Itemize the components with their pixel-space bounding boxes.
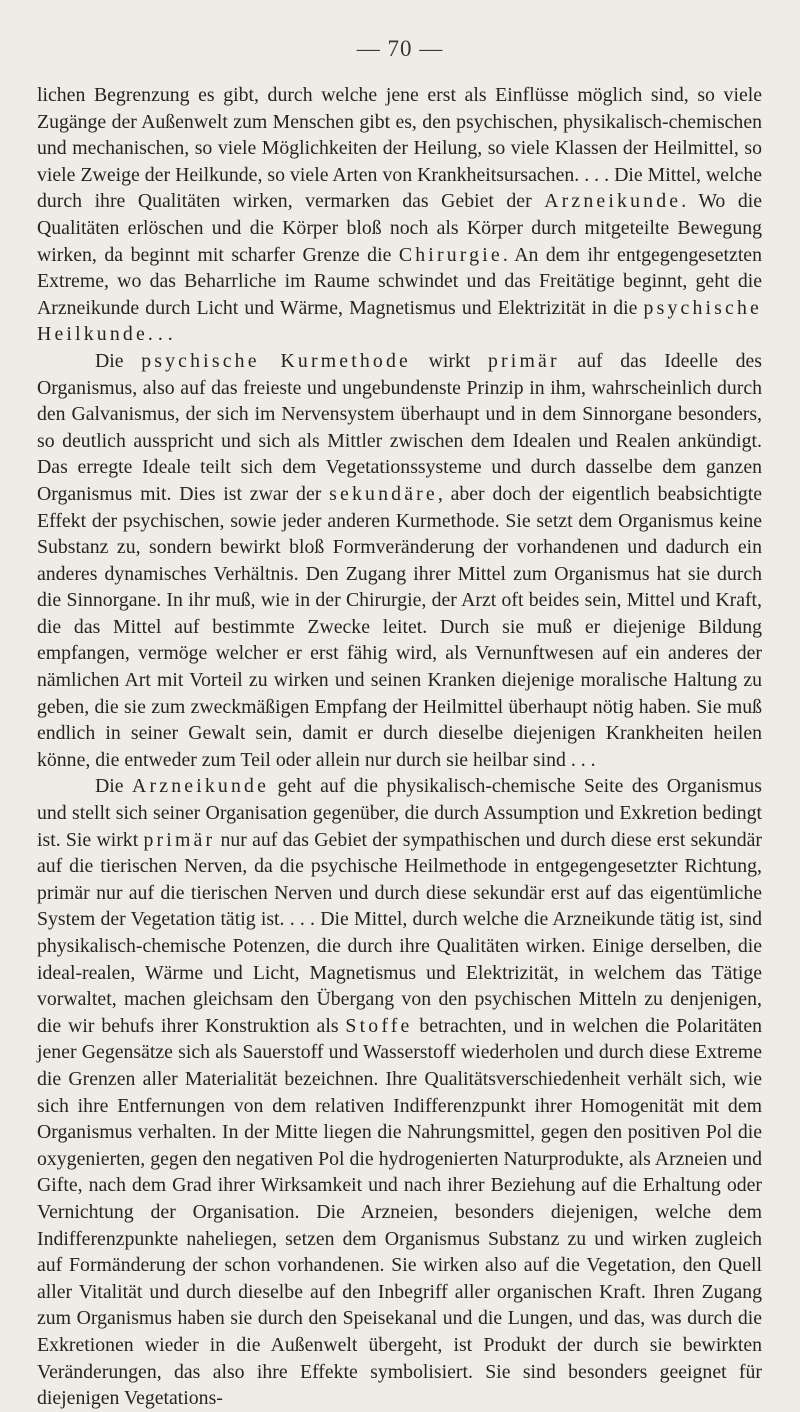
page-number: — 70 —: [356, 36, 444, 61]
text-run: , aber doch der eigentlich beabsichtigte Effekt der psychischen, sowie jeder anderen Kurmethode. Sie setzt dem Organismus keine Substanz zu, sondern bewirkt bloß Formveränderung der vorhandenen und dadurch ein anderes dynamisches Verhältnis. Den Zugang ihrer Mittel zum Organismus hat sie durch die Sinnorgane. In ihr muß, wie in der Chirurgie, der Arzt oft beides sein, Mittel und Kraft, die das Mittel auf bestimmte Zwecke leitet. Durch sie muß er diejenige Bildung empfangen, vermöge welcher er erst fähig wird, als Vernunftwesen auf ein anderes der nämlichen Art mit Vorteil zu wirken und seinen Kranken diejenige moralische Haltung zu geben, die sie zum zweckmäßigen Empfang der Heilmittel überhaupt nötig haben. Sie muß endlich in seiner Gewalt sein, damit er durch dieselbe diejenigen Krankheiten heilen könne, die entweder zum Teil oder allein nur durch sie heilbar sind . . .: [37, 482, 762, 771]
text-run: Die: [95, 349, 142, 372]
spaced-term: psychische Kurmethode: [141, 349, 411, 372]
spaced-term: primär: [143, 828, 216, 851]
paragraph: [37, 773, 762, 1411]
paragraph: [37, 82, 762, 348]
text-run: . An dem ihr entgegengesetzten Extreme, wo das Beharrliche im Raume schwindet und das Freitätige beginnt, geht die Arzneikunde durch Licht und Wärme, Magnetismus und Elektrizität in die: [37, 243, 762, 319]
spaced-term: sekundäre: [329, 482, 438, 505]
text-run: . Wo die Qualitäten erlöschen und die Körper bloß noch als Körper durch mitgeteilte Bewegung wirken, da beginnt mit scharfer Grenze die: [37, 190, 763, 266]
text-run: wirkt: [411, 349, 488, 372]
paragraph: [37, 348, 762, 774]
text-run: Die: [95, 775, 133, 798]
spaced-term: Arzneikunde: [132, 775, 270, 798]
text-run: betrachten, und in welchen die Polaritäten jener Gegensätze sich als Sauerstoff und Wasserstoff wiederholen und durch diese Extreme die Grenzen aller Materialität bezeichnen. Ihre Qualitätsverschiedenheit verhält sich, wie sich ihre Entfernungen von dem relativen Indifferenzpunkt ihrer Homogenität mit dem Organismus verhalten. In der Mitte liegen die Nahrungsmittel, gegen den positiven Pol die oxygenierten, gegen den negativen Pol die hydrogenierten Naturprodukte, als Arzneien und Gifte, nach dem Grad ihrer Wirksamkeit und nach ihrer Beziehung auf die Erhaltung oder Vernichtung der Organisation. Die Arzneien, besonders diejenigen, welche dem Indifferenzpunkte naheliegen, setzen dem Organismus Substanz zu und wirken zugleich auf Formänderung der schon vorhandenen. Sie wirken also auf die Vegetation, den Quell aller Vitalität und durch dieselbe auf den Inbegriff aller organischen Kraft. Ihren Zugang zum Organismus haben sie durch den Speisekanal und die Lungen, und das, was durch die Exkretionen wieder in die Außenwelt übergeht, ist Produkt der durch sie bewirkten Veränderungen, das also ihre Effekte symbolisiert. Sie sind besonders geeignet für diejenigen Vegetations-: [37, 1014, 762, 1410]
spaced-term: psychische Heilkunde: [37, 296, 762, 346]
text-run: geht auf die physikalisch-chemische Seite des Organismus und stellt sich seiner Organisation gegenüber, die durch Assumption und Exkretion bedingt ist. Sie wirkt: [37, 775, 762, 851]
spaced-term: Stoffe: [345, 1014, 413, 1037]
text-run: lichen Begrenzung es gibt, durch welche jene erst als Einflüsse möglich sind, so viele Zugänge der Außenwelt zum Menschen gibt es, den psychischen, physikalisch-chemischen und mechanischen, so viele Möglichkeiten der Heilung, so viele Klassen der Heilmittel, so viele Zweige der Heilkunde, so viele Arten von Krankheitsursachen. . . . Die Mittel, welche durch ihre Qualitäten wirken, vermarken das Gebiet der: [37, 84, 762, 213]
text-run: . . .: [147, 323, 173, 346]
body-text: [37, 82, 762, 1412]
spaced-term: Arzneikunde: [544, 190, 682, 213]
spaced-term: Chirurgie: [398, 243, 503, 266]
spaced-term: primär: [487, 349, 560, 372]
text-run: auf das Ideelle des Organismus, also auf das freieste und ungebundenste Prinzip in ihm, wahrscheinlich durch den Galvanismus, der sich im Nervensystem überhaupt und in dem Sinnorgane besonders, so deutlich ausspricht und sich als Mittler zwischen dem Idealen und Realen ankündigt. Das erregte Ideale teilt sich dem Vegetationssysteme und durch dasselbe dem ganzen Organismus mit. Dies ist zwar der: [37, 349, 762, 505]
text-run: nur auf das Gebiet der sympathischen und durch diese erst sekundär auf die tierischen Nerven, da die psychische Heilmethode in entgegengesetzter Richtung, primär nur auf die tierischen Nerven und durch diese sekundär erst auf das eigentümliche System der Vegetation tätig ist. . . . Die Mittel, durch welche die Arzneikunde tätig ist, sind physikalisch-chemische Potenzen, die durch ihre Qualitäten wirken. Einige derselben, die ideal-realen, Wärme und Licht, Magnetismus und Elektrizität, in welchem das Tätige vorwaltet, machen gleichsam den Übergang von den psychischen Mitteln zu denjenigen, die wir behufs ihrer Konstruktion als: [37, 828, 762, 1037]
